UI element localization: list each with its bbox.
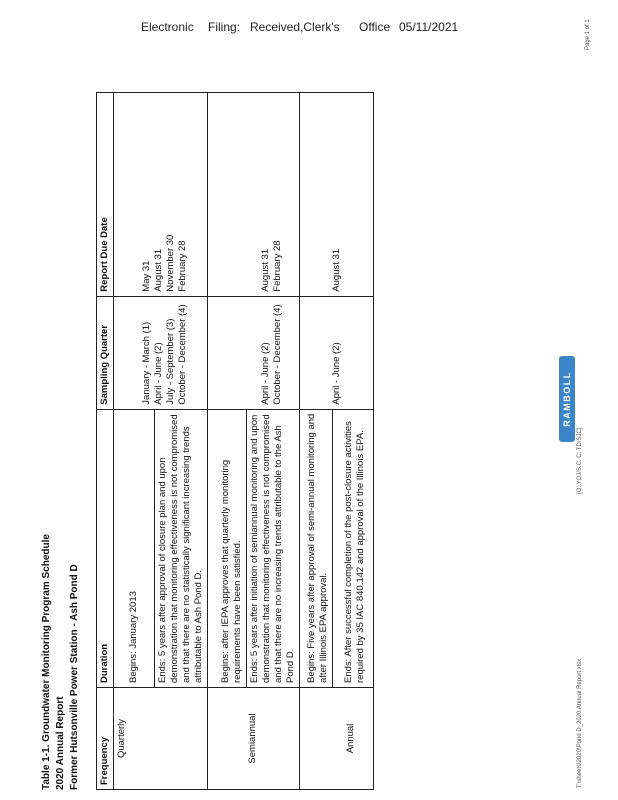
- report-line: February 28: [272, 240, 283, 292]
- report-line: August 31: [153, 248, 164, 292]
- report-cell: [114, 93, 208, 297]
- duration-ends: [333, 409, 374, 687]
- report-cell: [300, 93, 374, 297]
- ends-line: and that there are no statistically significant increasing trends: [181, 426, 192, 683]
- sampling-line: October - December (4): [177, 304, 188, 405]
- begins-line: requirements have been satisfied.: [232, 540, 243, 683]
- sampling-cell: [208, 296, 300, 409]
- footer-file-path: T:\sheets\2020\Pond D_2020 Annual Report.xlsx: [577, 658, 583, 788]
- logo-text: RAMBOLL: [562, 371, 572, 427]
- frequency-cell: Quarterly: [114, 688, 208, 790]
- schedule-table: [96, 92, 374, 790]
- header-office: Office: [359, 20, 391, 34]
- duration-begins: [208, 409, 247, 687]
- report-line: November 30: [165, 234, 176, 292]
- table-row: [300, 93, 333, 790]
- table-row: [208, 93, 247, 790]
- header-electronic: Electronic: [141, 20, 194, 34]
- ends-line: Ends: 5 years after initiation of semiannual monitoring and upon: [249, 414, 260, 683]
- sampling-line: April - June (2): [330, 342, 342, 405]
- table-title-block: [40, 534, 82, 790]
- site-title: Former Hutsonville Power Station - Ash Pond D: [69, 564, 80, 790]
- duration-begins: [114, 409, 155, 687]
- header-filing: Filing:: [208, 20, 241, 34]
- begins-line: Begins: January 2013: [128, 591, 139, 683]
- report-line: February 28: [177, 240, 188, 292]
- footer-initials: [O: YOJ/S.C. C: TD/SJC]: [577, 427, 583, 494]
- duration-begins: [300, 409, 333, 687]
- ends-line: attributable to Ash Pond D.: [193, 569, 204, 683]
- ends-line: required by 35 IAC 840.142 and approval of the Illinois EPA.: [355, 430, 366, 683]
- sampling-line: April - June (2): [260, 342, 271, 405]
- sampling-cell: [300, 296, 374, 409]
- header-date: 05/11/2021: [399, 20, 459, 34]
- frequency-cell: Annual: [300, 688, 374, 790]
- report-title: 2020 Annual Report: [55, 696, 66, 790]
- header-sampling-quarter: Sampling Quarter: [97, 296, 114, 409]
- ends-line: Ends: After successful completion of the post-closure activities: [343, 421, 354, 683]
- begins-line: after Illinois EPA approval.: [318, 572, 329, 683]
- sampling-line: January - March (1): [141, 321, 152, 405]
- page-number: Page 1 of 1: [585, 19, 591, 50]
- report-line: May 31: [141, 260, 152, 292]
- report-line: August 31: [260, 248, 271, 292]
- ends-line: Ends: 5 years after approval of closure plan and upon: [157, 457, 168, 683]
- sampling-line: July - September (3): [165, 318, 176, 405]
- frequency-cell: Semiannual: [208, 688, 300, 790]
- sampling-line: April - June (2): [153, 342, 164, 405]
- header-received: Received,Clerk's: [250, 20, 340, 34]
- duration-ends: [247, 409, 300, 687]
- table-header-row: [97, 93, 114, 790]
- ends-line: demonstration that monitoring effectiveness is not compromised: [169, 414, 180, 683]
- sampling-line: October - December (4): [272, 304, 283, 405]
- begins-line: Begins: Five years after approval of semi-annual monitoring and: [306, 413, 317, 683]
- report-cell: [208, 93, 300, 297]
- header-report-due-date: Report Due Date: [97, 93, 114, 297]
- table-row: [114, 93, 155, 790]
- report-line: August 31: [330, 248, 342, 292]
- begins-line: Begins: after IEPA approves that quarterly monitoring: [220, 459, 231, 683]
- duration-ends: [155, 409, 208, 687]
- rotated-page: [0, 100, 618, 800]
- header-duration: Duration: [97, 409, 114, 687]
- table-title: Table 1-1. Groundwater Monitoring Program Schedule: [41, 534, 52, 790]
- header-frequency: Frequency: [97, 688, 114, 790]
- ends-line: demonstration that monitoring effectiveness is not compromised: [261, 414, 272, 683]
- ends-line: Pond D.: [285, 648, 296, 683]
- sampling-cell: [114, 296, 208, 409]
- ends-line: and that there are no increasing trends attributable to the Ash: [273, 425, 284, 683]
